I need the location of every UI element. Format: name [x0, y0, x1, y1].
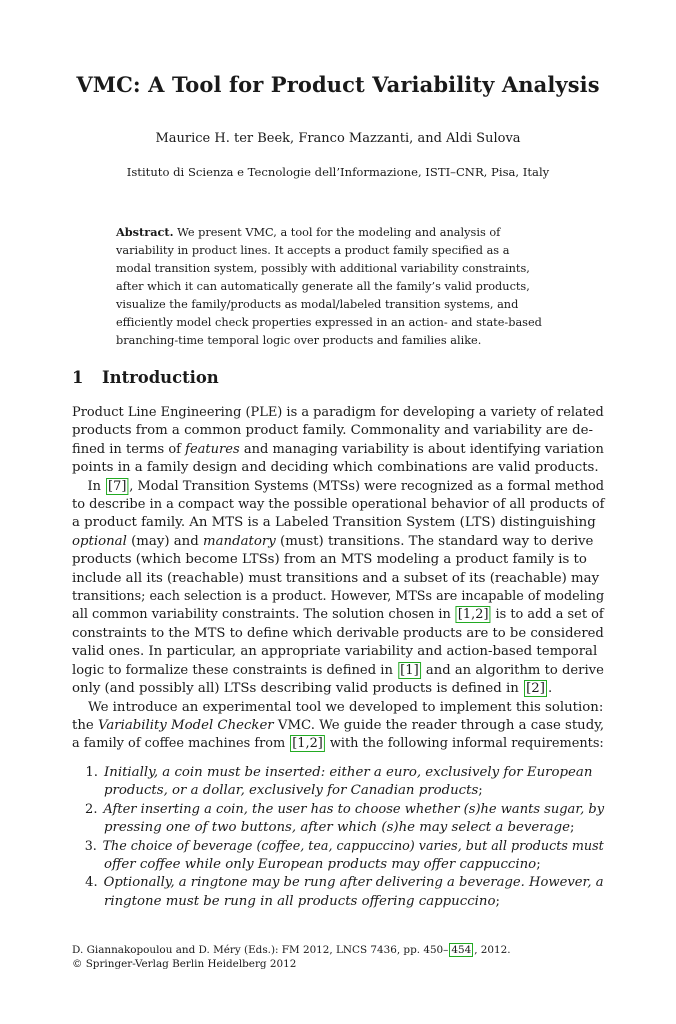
text-line: Product Line Engineering (PLE) is a paradigm for developing a variety of related — [72, 405, 604, 420]
text-line: the Variability Model Checker VMC. We guide the reader through a case study, — [72, 717, 605, 733]
introduction-body — [72, 404, 604, 754]
list-item: 2. After inserting a coin, the user has to choose whether (s)he wants sugar, by — [85, 801, 605, 817]
text-line: In [7] , Modal Transition Systems (MTSs) were recognized as a formal method — [87, 478, 605, 494]
footer — [72, 943, 511, 971]
list-item-cont: ringtone must be rung in all products offering cappuccino; — [104, 893, 500, 909]
citation-link[interactable]: [1] — [400, 662, 419, 678]
citation-link[interactable]: [7] — [108, 478, 127, 494]
list-item: 1. Initially, a coin must be inserted: either a euro, exclusively for European — [85, 765, 593, 780]
abstract-line: efficiently model check properties expressed in an action- and state-based — [116, 316, 542, 329]
footer-copyright: © Springer-Verlag Berlin Heidelberg 2012 — [72, 957, 297, 970]
text-line: points in a family design and deciding which combinations are valid products. — [72, 460, 599, 476]
text-line: valid ones. In particular, an appropriate variability and action-based temporal — [72, 644, 598, 660]
paper-title: VMC: A Tool for Product Variability Analysis — [76, 72, 600, 97]
list-item-cont: pressing one of two buttons, after which (s)he may select a beverage; — [104, 820, 575, 836]
affiliation: Istituto di Scienza e Tecnologie dell’Informazione, ISTI–CNR, Pisa, Italy — [126, 165, 550, 179]
list-item-cont: offer coffee while only European products may offer cappuccino; — [104, 857, 541, 873]
abstract-line: variability in product lines. It accepts a product family specified as a — [116, 244, 510, 257]
text-line: to describe in a compact way the possible operational behavior of all products of — [72, 497, 605, 513]
text-line: only (and possibly all) LTSs describing valid products is defined in [2] . — [72, 681, 553, 697]
text-line: optional (may) and mandatory (must) transitions. The standard way to derive — [72, 533, 594, 549]
text-line: logic to formalize these constraints is defined in [1] and an algorithm to derive — [72, 662, 604, 678]
list-item: 4. Optionally, a ringtone may be rung after delivering a beverage. However, a — [85, 875, 604, 891]
footer-citation: D. Giannakopoulou and D. Méry (Eds.): FM 2012, LNCS 7436, pp. 450– 454 , 2012. — [72, 944, 511, 956]
abstract-line: branching-time temporal logic over products and families alike. — [116, 334, 482, 347]
abstract — [116, 223, 560, 350]
section-title: Introduction — [102, 368, 219, 387]
text-line: We introduce an experimental tool we developed to implement this solution: — [88, 699, 604, 715]
text-line: include all its (reachable) must transitions and a subset of its (reachable) may — [72, 570, 600, 586]
list-item: 3. The choice of beverage (coffee, tea, cappuccino) varies, but all products must — [84, 838, 604, 854]
section-number: 1 — [72, 368, 84, 387]
page-link[interactable]: 454 — [451, 944, 472, 956]
abstract-line: after which it can automatically generate all the family’s valid products, — [116, 280, 530, 293]
requirements-list — [72, 764, 604, 911]
text-line: transitions; each selection is a product. However, MTSs are incapable of modeling — [72, 589, 605, 605]
abstract-line: modal transition system, possibly with additional variability constraints, — [116, 262, 530, 275]
citation-link[interactable]: [1,2] — [457, 607, 489, 623]
list-item-cont: products, or a dollar, exclusively for Canadian products; — [104, 783, 483, 799]
text-line: a family of coffee machines from [1,2] with the following informal requirements: — [72, 736, 604, 752]
abstract-line: visualize the family/products as modal/labeled transition systems, and — [116, 298, 519, 311]
text-line: constraints to the MTS to define which derivable products are to be considered — [72, 625, 604, 641]
citation-link[interactable]: [1,2] — [292, 736, 323, 752]
abstract-line: Abstract. We present VMC, a tool for the modeling and analysis of — [116, 225, 501, 239]
text-line: fined in terms of features and managing variability is about identifying variation — [72, 441, 604, 457]
section-heading — [72, 368, 219, 387]
author-list: Maurice H. ter Beek, Franco Mazzanti, and Aldi Sulova — [155, 131, 521, 146]
text-line: all common variability constraints. The solution chosen in [1,2] is to add a set of — [72, 607, 604, 623]
text-line: a product family. An MTS is a Labeled Transition System (LTS) distinguishing — [72, 515, 596, 531]
text-line: products from a common product family. Commonality and variability are de- — [72, 423, 593, 439]
abstract-label: Abstract. — [116, 225, 174, 239]
text-line: products (which become LTSs) from an MTS modeling a product family is to — [72, 552, 587, 568]
citation-link[interactable]: [2] — [526, 681, 545, 697]
